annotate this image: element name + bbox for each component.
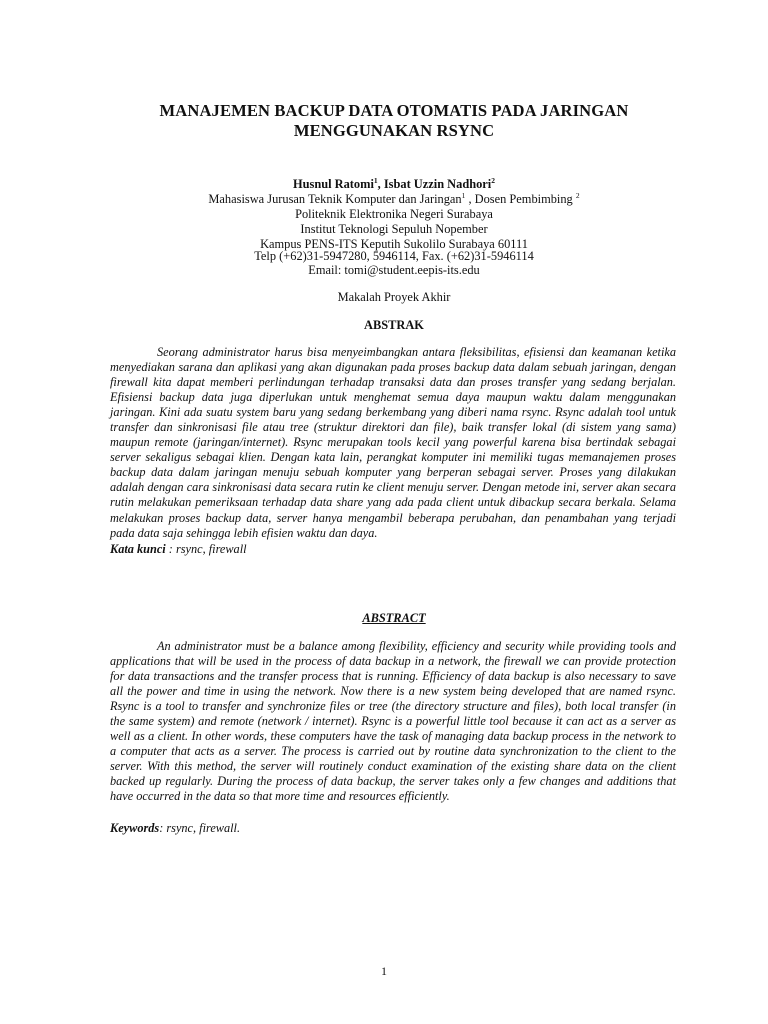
abstract-paragraph: An administrator must be a balance among flexibility, efficiency and security while providing tools and applications that will be used in the process of data backup in a network, the firewall we can provide protection for data transactions and the transfer process that is running. Efficiency of data backup is also necessary to save all the power and time in using the network. Now there is a new system being developed that are named rsync. Rsync is a tool to transfer and synchronize files or tree (the directory structure and files), both local transfer (in the same system) and remote (network / internet). Rsync is a powerful little tool because it can act as a server as well as a client. In other words, these computers have the task of managing data backup process in the network to a computer that acts as a server. The process is carried out by routine data synchronization to the client to the server. With this method, the server will routinely conduct examination of the existing share data on the client backed up regularly. During the process of data backup, the server takes only a few changes and additions that have occurred in the data so that more time and resources efficiently. xyxy=(110,639,676,804)
address-line: Kampus PENS-ITS Keputih Sukolilo Surabaya 60111 xyxy=(260,237,528,251)
title-line-1: MANAJEMEN BACKUP DATA OTOMATIS PADA JARINGAN xyxy=(159,101,629,120)
author-2: Isbat Uzzin Nadhori xyxy=(383,177,492,191)
keywords-line xyxy=(110,821,676,836)
author-1: Husnul Ratomi xyxy=(292,177,374,191)
page-number: 1 xyxy=(381,964,387,978)
phone-line: Telp (+62)31-5947280, 5946114, Fax. (+62)31-5946114 xyxy=(254,249,534,263)
abstrak-paragraph: Seorang administrator harus bisa menyeimbangkan antara fleksibilitas, efisiensi dan keamanan ketika menyediakan sarana dan aplikasi yang akan digunakan pada proses backup data dalam sebuah jaringan, dengan firewall kita dapat memberi perlindungan terhadap transaksi data dan proses transfer yang sedang berjalan. Efisiensi backup data juga diperlukan untuk menghemat semua daya maupun waktu dalam menggunakan jaringan. Kini ada suatu system baru yang sedang berkembang yang diberi nama rsync. Rsync adalah tool untuk transfer dan sinkronisasi file atau tree (struktur direktori dan file), baik transfer lokal (di sistem yang sama) maupun remote (jaringan/internet). Rsync merupakan tools kecil yang powerful karena bisa bertindak sebagai server sekaligus sebagai klien. Dengan kata lain, perangkat komputer ini memiliki tugas memanajemen proses backup data dalam jaringan menuju sebuah komputer yang berperan sebagai server. Proses yang dilakukan adalah dengan cara sinkronisasi data secara rutin ke client menuju server. Dengan metode ini, server akan secara rutin melakukan pemeriksaan terhadap data share yang ada pada client untuk dibackup secara berkala. Selama melakukan proses backup data, server hanya mengambil beberapa perubahan, dan penambahan yang terjadi pada data saja sehingga lebih efisien waktu dan daya. xyxy=(110,345,676,540)
author-2-affiliation-mark: 2 xyxy=(491,175,495,185)
kata-kunci-label: Kata kunci xyxy=(110,542,166,556)
affiliation-student: Mahasiswa Jurusan Teknik Komputer dan Jaringan xyxy=(208,192,462,206)
paper-type: Makalah Proyek Akhir xyxy=(337,290,451,304)
affiliation-mark-1: 1 xyxy=(461,190,466,200)
keywords-label: Keywords xyxy=(110,821,160,835)
kata-kunci-value: : rsync, firewall xyxy=(165,542,247,556)
email-line: Email: tomi@student.eepis-its.edu xyxy=(308,263,480,277)
affiliation-line xyxy=(110,192,678,207)
kata-kunci-line xyxy=(110,542,676,557)
paper-title xyxy=(110,101,678,141)
institution-line-2: Institut Teknologi Sepuluh Nopember xyxy=(300,222,488,236)
abstract-heading: ABSTRACT xyxy=(362,611,426,625)
institution-line-1: Politeknik Elektronika Negeri Surabaya xyxy=(295,207,493,221)
abstrak-heading: ABSTRAK xyxy=(364,318,424,332)
author-1-affiliation-mark: 1 xyxy=(373,175,378,185)
affiliation-mark-2: 2 xyxy=(575,190,580,200)
author-separator: , xyxy=(377,177,384,191)
author-line xyxy=(110,177,678,192)
keywords-value: : rsync, firewall. xyxy=(159,821,241,835)
affiliation-advisor: , Dosen Pembimbing xyxy=(465,192,576,206)
title-line-2: MENGGUNAKAN RSYNC xyxy=(293,121,495,140)
